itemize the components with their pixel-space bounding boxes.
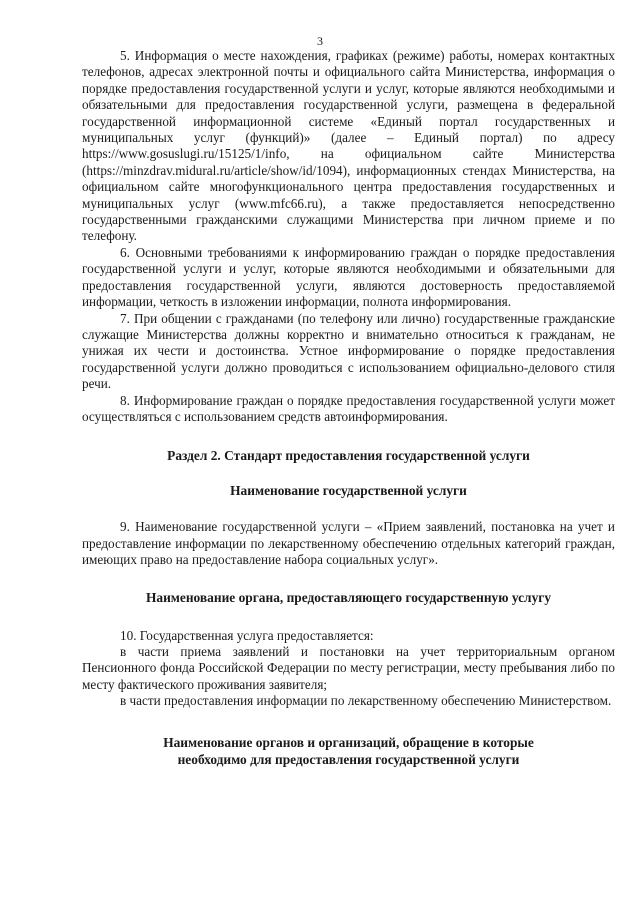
document-body — [82, 48, 615, 768]
service-name-heading: Наименование государственной услуги — [230, 483, 467, 499]
page-number: 3 — [317, 34, 323, 48]
paragraph-10-item-a: в части приема заявлений и постановки на учет территориальным органом Пенсионного фонда Российской Федерации по месту регистрации, месту пребывания либо по месту фактического проживания заявителя; — [82, 643, 615, 692]
paragraph-9: 9. Наименование государственной услуги – «Прием заявлений, постановка на учет и предоставление информации по лекарственному обеспечению отдельных категорий граждан, имеющих право на предоставление набора социальных услуг». — [82, 519, 615, 568]
organizations-heading — [82, 734, 615, 768]
organizations-heading-line-1: Наименование органов и организаций, обращение в которые — [163, 734, 534, 750]
paragraph-5: 5. Информация о месте нахождения, графиках (режиме) работы, номерах контактных телефонов, адресах электронной почты и официального сайта Министерства, информация о порядке предоставления государственной услуги и услуг, которые являются необходимыми и обязательными для предоставления государственной услуги, размещена в федеральной государственной информационной системе «Единый портал государственных и муниципальных услуг (функций)» (далее – Единый портал) по адресу https://www.gosuslugi.ru/15125/1/info, на официальном сайте Министерства (https://minzdrav.midural.ru/article/show/id/1094), информационных стендах Министерства, на официальном сайте многофункционального центра предоставления государственных и муниципальных услуг (www.mfc66.ru), а также предоставляется непосредственно государственными гражданскими служащими Министерства при личном приеме и по телефону. — [82, 48, 615, 244]
authority-name-heading: Наименование органа, предоставляющего государственную услугу — [145, 589, 552, 605]
paragraph-7: 7. При общении с гражданами (по телефону или лично) государственные гражданские служащие Министерства должны корректно и внимательно относиться к гражданам, не унижая их чести и достоинства. Устное информирование о порядке предоставления государственной услуги должно проводиться с использованием официально-делового стиля речи. — [82, 310, 615, 392]
paragraph-6: 6. Основными требованиями к информированию граждан о порядке предоставления государственной услуги и услуг, которые являются необходимыми и обязательными для предоставления государственной услуги, являются достоверность предоставляемой информации, четкость в изложении информации, полнота информирования. — [82, 244, 615, 310]
section-2-heading: Раздел 2. Стандарт предоставления государственной услуги — [167, 448, 530, 464]
paragraph-10: 10. Государственная услуга предоставляется: — [120, 627, 374, 643]
paragraph-8: 8. Информирование граждан о порядке предоставления государственной услуги может осуществляться с использованием средств автоинформирования. — [82, 392, 615, 424]
paragraph-10-item-b: в части предоставления информации по лекарственному обеспечению Министерством. — [120, 693, 612, 709]
organizations-heading-line-2: необходимо для предоставления государственной услуги — [177, 751, 520, 767]
